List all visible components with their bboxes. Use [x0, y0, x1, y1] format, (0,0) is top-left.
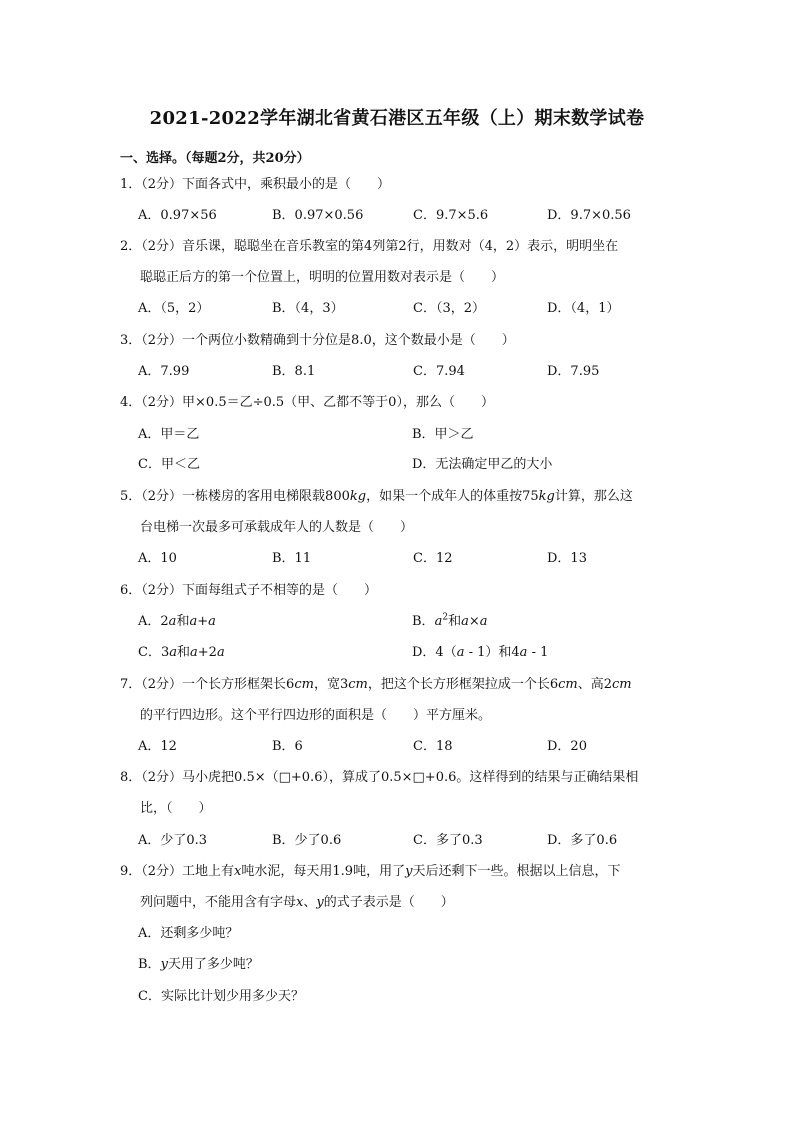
- question-8-stem-line1: 8．（2分）马小虎把0.5×（□+0.6），算成了0.5×□+0.6。这样得到的结果与正确结果相: [120, 770, 639, 785]
- variable: a: [208, 614, 216, 629]
- question-7-stem-line1: [120, 676, 632, 694]
- text: B．: [412, 614, 435, 629]
- text: 列问题中，不能用含有字母: [140, 895, 297, 910]
- text: 7．（2分）一个长方形框架长6: [120, 677, 295, 692]
- question-9-option-c: C．实际比计划少用多少天？: [138, 989, 304, 1004]
- question-6-options-row1: [0, 613, 794, 631]
- option-c: C．18: [413, 739, 453, 754]
- option-c: C．（3，2）: [413, 301, 485, 316]
- option-c: C．甲＜乙: [138, 457, 200, 472]
- option-a: A．少了0.3: [138, 833, 208, 848]
- question-1-stem: 1．（2分）下面各式中，乘积最小的是（ ）: [120, 177, 391, 192]
- text: 、高2: [577, 677, 612, 692]
- variable: a: [456, 645, 465, 660]
- text: +2: [197, 645, 217, 660]
- option-c: C．多了0.3: [413, 833, 483, 848]
- variable: y: [405, 864, 413, 879]
- question-7-stem-line2: 的平行四边形。这个平行四边形的面积是（ ）平方厘米。: [140, 708, 492, 723]
- question-6-options-row2: [0, 644, 794, 662]
- unit-cm: cm: [558, 677, 578, 692]
- exponent: 2: [442, 612, 449, 623]
- unit-kg: kg: [538, 489, 555, 504]
- question-9-option-a: A．还剩多少吨？: [138, 926, 239, 941]
- option-c: [138, 644, 225, 662]
- option-a: A．10: [138, 551, 177, 566]
- text: 和: [176, 614, 190, 629]
- option-b: B．少了0.6: [272, 833, 342, 848]
- option-c: C．7.94: [413, 364, 465, 379]
- variable: x: [296, 895, 304, 910]
- question-2-stem-line2: 聪聪正后方的第一个位置上，明明的位置用数对表示是（ ）: [140, 270, 505, 285]
- text: 和: [448, 614, 462, 629]
- unit-cm: cm: [294, 677, 314, 692]
- option-b: B．6: [272, 739, 303, 754]
- text: +: [197, 614, 209, 629]
- option-d: D．9.7×0.56: [547, 208, 631, 223]
- option-a: A．（5，2）: [138, 301, 210, 316]
- question-4-options-row1: [0, 426, 794, 444]
- question-3-stem: 3．（2分）一个两位小数精确到十分位是8.0，这个数最小是（ ）: [120, 333, 515, 348]
- variable: y: [160, 957, 168, 972]
- text: 天后还剩下一些。根据以上信息，下: [412, 864, 621, 879]
- question-4-options-row2: [0, 456, 794, 474]
- unit-cm: cm: [612, 677, 632, 692]
- option-d: D．20: [547, 739, 587, 754]
- option-d: D．（4，1）: [547, 301, 620, 316]
- text: ，宽3: [313, 677, 349, 692]
- text: ×: [468, 614, 480, 629]
- question-2-options: [0, 300, 794, 318]
- question-9-stem-line2: [140, 894, 454, 912]
- question-5-options: [0, 550, 794, 568]
- question-5-stem-line2: 台电梯一次最多可承载成年人的人数是（ ）: [140, 520, 414, 535]
- variable: y: [316, 895, 324, 910]
- variable: a: [479, 614, 488, 629]
- option-a: [138, 613, 216, 631]
- question-9-stem-line1: [120, 863, 620, 881]
- variable: a: [216, 645, 225, 660]
- text: 5．（2分）一栋楼房的客用电梯限载800: [120, 489, 350, 504]
- variable: a: [190, 645, 198, 660]
- text: B．: [138, 957, 161, 972]
- page-title: 2021-2022学年湖北省黄石港区五年级（上）期末数学试卷: [149, 108, 645, 129]
- option-d: D．7.95: [547, 364, 600, 379]
- option-a: A．0.97×56: [138, 208, 217, 223]
- variable: a: [168, 614, 177, 629]
- variable: a: [461, 614, 469, 629]
- question-7-options: [0, 738, 794, 756]
- question-1-options: [0, 207, 794, 225]
- text: 吨水泥，每天用1.9吨，用了: [241, 864, 406, 879]
- option-b: B．甲＞乙: [412, 427, 474, 442]
- option-c: C．9.7×5.6: [413, 208, 489, 223]
- text: D．4（: [412, 645, 457, 660]
- text: - 1）和4: [464, 645, 520, 660]
- option-b: B．11: [272, 551, 312, 566]
- option-a: A．甲＝乙: [138, 427, 200, 442]
- text: 计算，那么这: [554, 489, 633, 504]
- text: - 1: [527, 645, 549, 660]
- text: C．3: [138, 645, 170, 660]
- text: 、: [303, 895, 317, 910]
- variable: a: [434, 614, 443, 629]
- question-6-stem: 6．（2分）下面每组式子不相等的是（ ）: [120, 583, 378, 598]
- variable: a: [189, 614, 198, 629]
- section-heading: 一、选择。（每题2分，共20分）: [120, 151, 310, 166]
- option-b: B．8.1: [272, 364, 316, 379]
- question-3-options: [0, 363, 794, 381]
- unit-kg: kg: [349, 489, 367, 504]
- option-a: A．12: [138, 739, 177, 754]
- text: ，把这个长方形框架拉成一个长6: [367, 677, 559, 692]
- option-a: A．7.99: [138, 364, 190, 379]
- option-b: [412, 613, 488, 631]
- question-4-stem: 4．（2分）甲×0.5＝乙÷0.5（甲、乙都不等于0），那么（ ）: [120, 395, 494, 410]
- text: 的式子表示是（ ）: [323, 895, 454, 910]
- variable: x: [234, 864, 242, 879]
- text: 和: [176, 645, 190, 660]
- text: A．2: [138, 614, 169, 629]
- question-2-stem-line1: 2．（2分）音乐课，聪聪坐在音乐教室的第4列第2行，用数对（4，2）表示，明明坐在: [120, 239, 619, 254]
- question-5-stem-line1: [120, 488, 633, 506]
- text: 9．（2分）工地上有: [120, 864, 235, 879]
- option-c: C．12: [413, 551, 453, 566]
- option-d: D．13: [547, 551, 587, 566]
- option-d: [412, 644, 548, 662]
- option-b: B．（4，3）: [272, 301, 344, 316]
- text: ，如果一个成年人的体重按75: [366, 489, 539, 504]
- question-8-options: [0, 832, 794, 850]
- option-b: B．0.97×0.56: [272, 208, 364, 223]
- variable: a: [519, 645, 528, 660]
- option-d: D．多了0.6: [547, 833, 618, 848]
- variable: a: [169, 645, 177, 660]
- option-d: D．无法确定甲乙的大小: [412, 457, 553, 472]
- question-8-stem-line2: 比，（ ）: [140, 801, 212, 816]
- unit-cm: cm: [348, 677, 368, 692]
- question-9-option-b: [138, 956, 259, 974]
- text: 天用了多少吨？: [167, 957, 259, 972]
